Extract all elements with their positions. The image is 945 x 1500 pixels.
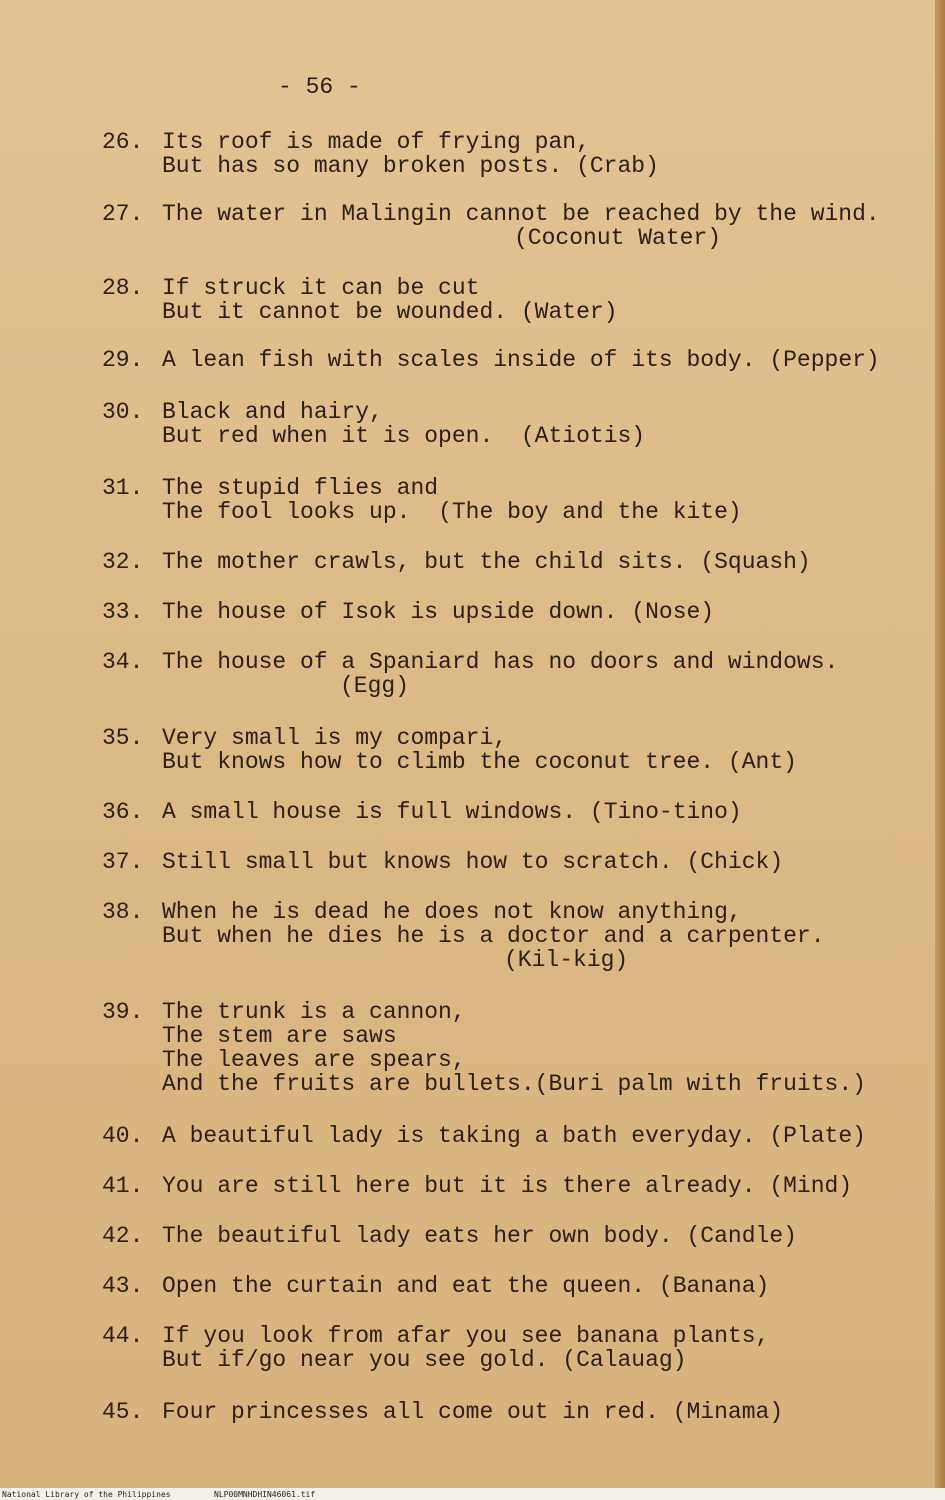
riddle-36 bbox=[102, 800, 742, 824]
riddle-number: 26. bbox=[102, 129, 144, 155]
riddle-42 bbox=[102, 1224, 797, 1248]
riddle-line: The house of Isok is upside down. bbox=[162, 599, 618, 625]
riddle-29 bbox=[102, 348, 880, 372]
riddle-answer: (Mind) bbox=[769, 1173, 853, 1199]
riddle-number: 39. bbox=[102, 999, 144, 1025]
page-number: - 56 - bbox=[278, 74, 361, 100]
riddle-line: Open the curtain and eat the queen. bbox=[162, 1273, 646, 1299]
riddle-line: The mother crawls, but the child sits. bbox=[162, 549, 687, 575]
riddle-number: 34. bbox=[102, 649, 144, 675]
riddle-number: 33. bbox=[102, 599, 144, 625]
riddle-number: 30. bbox=[102, 399, 144, 425]
riddle-26 bbox=[102, 130, 659, 178]
riddle-34 bbox=[102, 650, 838, 698]
riddle-line: You are still here but it is there already. bbox=[162, 1173, 756, 1199]
riddle-line: The fool looks up. bbox=[162, 499, 411, 525]
riddle-30 bbox=[102, 400, 645, 448]
riddle-line: Four princesses all come out in red. bbox=[162, 1399, 659, 1425]
riddle-line: Its roof is made of frying pan, bbox=[162, 129, 590, 155]
riddle-line: But it cannot be wounded. bbox=[162, 299, 508, 325]
riddle-45 bbox=[102, 1400, 783, 1424]
riddle-answer: (Pepper) bbox=[769, 347, 880, 373]
riddle-answer: (Crab) bbox=[576, 153, 659, 179]
riddle-number: 41. bbox=[102, 1173, 144, 1199]
riddle-line: The stupid flies and bbox=[162, 475, 439, 501]
riddle-line: And the fruits are bullets. bbox=[162, 1071, 535, 1097]
riddle-line: Black and hairy, bbox=[162, 399, 383, 425]
riddle-line: But knows how to climb the coconut tree. bbox=[162, 749, 715, 775]
riddle-number: 42. bbox=[102, 1223, 144, 1249]
riddle-number: 35. bbox=[102, 725, 144, 751]
riddle-number: 31. bbox=[102, 475, 144, 501]
riddle-answer: (Kil-kig) bbox=[504, 947, 629, 973]
riddle-answer: (Tino-tino) bbox=[589, 799, 742, 825]
riddle-31 bbox=[102, 476, 742, 524]
riddle-answer: (Minama) bbox=[672, 1399, 784, 1425]
riddle-answer: (Calauag) bbox=[562, 1347, 687, 1373]
riddle-39 bbox=[102, 1000, 866, 1096]
riddle-38 bbox=[102, 900, 825, 972]
riddle-answer: (The boy and the kite) bbox=[438, 499, 742, 525]
riddle-33 bbox=[102, 600, 714, 624]
riddle-37 bbox=[102, 850, 783, 874]
riddle-line: Very small is my compari, bbox=[162, 725, 508, 751]
page-edge bbox=[935, 0, 945, 1488]
riddle-number: 28. bbox=[102, 275, 144, 301]
riddle-line: The house of a Spaniard has no doors and windows. bbox=[162, 649, 839, 675]
riddle-answer: (Atiotis) bbox=[520, 423, 646, 449]
riddle-line: A beautiful lady is taking a bath everyday. bbox=[162, 1123, 756, 1149]
riddle-line: The water in Malingin cannot be reached by the wind. bbox=[162, 201, 880, 227]
riddle-answer: (Nose) bbox=[631, 599, 715, 625]
riddle-answer: (Coconut Water) bbox=[514, 225, 722, 251]
riddle-27 bbox=[102, 202, 880, 250]
riddle-line: A lean fish with scales inside of its body. bbox=[162, 347, 756, 373]
riddle-28 bbox=[102, 276, 618, 324]
riddle-35 bbox=[102, 726, 797, 774]
riddle-answer: (Candle) bbox=[686, 1223, 797, 1249]
riddle-line: But red when it is open. bbox=[162, 423, 494, 449]
riddle-line: The stem are saws bbox=[162, 1023, 397, 1049]
riddle-number: 32. bbox=[102, 549, 144, 575]
riddle-line: The beautiful lady eats her own body. bbox=[162, 1223, 673, 1249]
riddle-line: The leaves are spears, bbox=[162, 1047, 466, 1073]
riddle-number: 36. bbox=[102, 799, 144, 825]
riddle-number: 29. bbox=[102, 347, 144, 373]
riddle-number: 38. bbox=[102, 899, 144, 925]
riddle-41 bbox=[102, 1174, 852, 1198]
riddle-answer: (Water) bbox=[520, 299, 618, 325]
riddle-line: When he is dead he does not know anything, bbox=[162, 899, 742, 925]
footer-library: National Library of the Philippines bbox=[2, 1490, 171, 1499]
riddle-answer: (Buri palm with fruits.) bbox=[534, 1071, 866, 1097]
riddle-line: But if/go near you see gold. bbox=[162, 1347, 549, 1373]
riddle-answer: (Squash) bbox=[700, 549, 811, 575]
riddle-line: But has so many broken posts. bbox=[162, 153, 563, 179]
riddle-43 bbox=[102, 1274, 769, 1298]
riddle-line: The trunk is a cannon, bbox=[162, 999, 466, 1025]
riddle-line: If you look from afar you see banana plants, bbox=[162, 1323, 770, 1349]
riddle-number: 40. bbox=[102, 1123, 144, 1149]
riddle-44 bbox=[102, 1324, 769, 1372]
riddle-number: 44. bbox=[102, 1323, 144, 1349]
riddle-answer: (Egg) bbox=[340, 673, 410, 699]
riddle-answer: (Banana) bbox=[658, 1273, 770, 1299]
riddle-number: 37. bbox=[102, 849, 144, 875]
riddle-32 bbox=[102, 550, 811, 574]
riddle-answer: (Ant) bbox=[727, 749, 797, 775]
riddle-answer: (Chick) bbox=[686, 849, 784, 875]
riddle-40 bbox=[102, 1124, 866, 1148]
riddle-number: 43. bbox=[102, 1273, 144, 1299]
riddle-number: 45. bbox=[102, 1399, 144, 1425]
riddle-answer: (Plate) bbox=[769, 1123, 866, 1149]
riddle-line: If struck it can be cut bbox=[162, 275, 480, 301]
riddle-number: 27. bbox=[102, 201, 144, 227]
riddle-line: But when he dies he is a doctor and a carpenter. bbox=[162, 923, 825, 949]
footer-filename: NLP00MNHDHIN46061.tif bbox=[214, 1490, 316, 1499]
riddle-line: A small house is full windows. bbox=[162, 799, 577, 825]
riddle-line: Still small but knows how to scratch. bbox=[162, 849, 673, 875]
